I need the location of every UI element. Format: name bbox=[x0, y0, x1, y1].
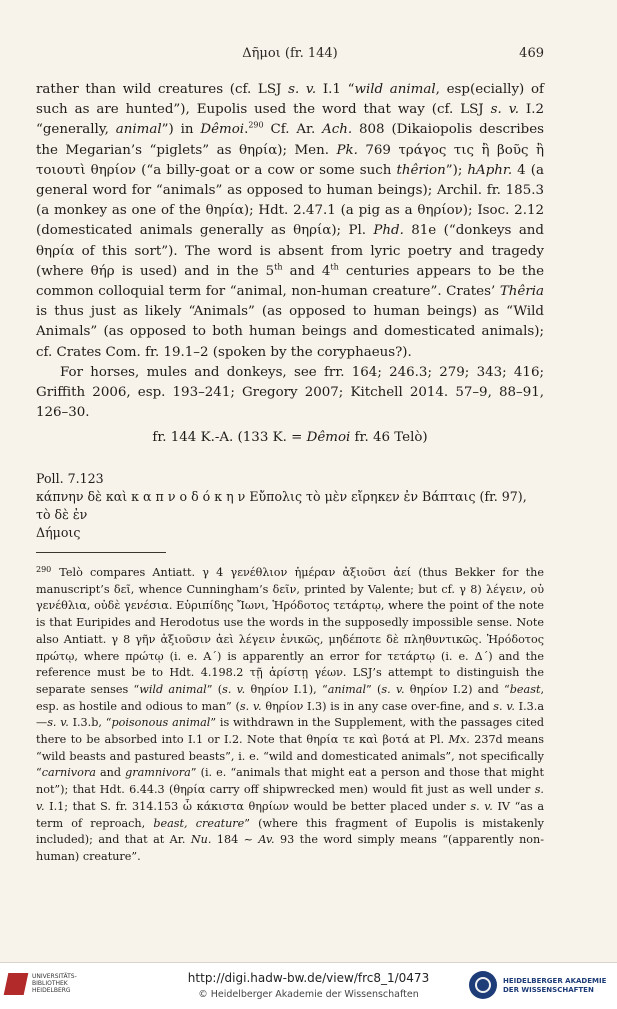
academy-logo[interactable] bbox=[469, 969, 609, 1003]
footnote-290: $^{290}$ Telò compares Antiatt. γ 4 γενέθλιον ἡμέραν ἀξιοῦσι ἀεί (thus Bekker for the manuscript’s δεῖ, whence Cunningham’s δεῖν, printed by Valente; but cf. γ 8) λέγειν, οὐ γενέθλια, οὐδὲ γενέσια. Εὐριπίδης Ἴωνι, Ἡρόδοτος τετάρτῳ, where the point of the note is that Euripides and Herodotus use the words in the supposedly impossible sense. Note also Antiatt. γ 8 γῆν ἀξιοῦσιν ἀεὶ λέγειν ἑνικῶς, μηδέποτε δὲ πληθυντικῶς. Ἡρόδοτος πρώτῳ, where πρώτῳ (i. e. Α΄) is apparently an error for τετάρτῳ (i. e. Δ΄) and the reference must be to Hdt. 4.198.2 τῇ ἀρίστῃ γέων. LSJ’s attempt to distinguish the separate senses “wild animal” (s. v. θηρίον I.1), “animal” (s. v. θηρίον I.2) and “beast, esp. as hostile and odious to man” (s. v. θηρίον I.3) is in any case over-fine, and s. v. I.3.a—s. v. I.3.b, “poisonous animal” is withdrawn in the Supplement, with the passages cited there to be absorbed into I.1 or I.2. Note that θηρία τε καὶ βοτά at Pl. Mx. 237d means “wild beasts and pastured beasts”, i. e. “wild and domesticated animals”, not specifically “carnivora and gramnivora” (i. e. “animals that might eat a person and those that might not”); that Hdt. 6.44.3 (θηρία carry off shipwrecked men) would fit just as well under s. v. I.1; that S. fr. 314.153 ὦ κάκιστα θηρίων would be better placed under s. v. IV “as a term of reproach, beast, creature” (where this fragment of Eupolis is mistakenly included); and that at Ar. Nu. 184 ~ Av. 93 the word simply means “(apparently non-human) creature”. bbox=[36, 565, 545, 863]
footnote-ref: 290 bbox=[248, 120, 264, 130]
library-logo-text: UNIVERSITÄTS- BIBLIOTHEK HEIDELBERG bbox=[32, 973, 77, 994]
page-number: 469 bbox=[519, 46, 544, 61]
fragment-heading: fr. 144 K.-A. (133 K. = Dêmoi fr. 46 Telò) bbox=[152, 430, 428, 445]
footnote-number: 290 bbox=[36, 565, 52, 574]
paragraph-1: rather than wild creatures (cf. LSJ s. v. I.1 “wild animal, esp(ecially) of such as are hunted”), Eupolis used the word that way (cf. LSJ s. v. I.2 “generally, animal”) in Dêmoi.$^{290}$ Cf. Ar. Ach. 808 (Dikaiopolis describes the Megarian’s “piglets” as θηρία); Men. Pk. 769 τράγος τις ἢ βοῦς ἢ τοιουτὶ θηρίον (“a billy-goat or a cow or some such thêrion”); hAphr. 4 (a general word for “animals” as opposed to human beings); Archil. fr. 185.3 (a monkey as one of the θηρία); Hdt. 2.47.1 (a pig as a θηρίον); Isoc. 2.12 (domesticated animals generally as θηρία); Pl. Phd. 81e (“donkeys and θηρία of this sort”). The word is absent from lyric poetry and tragedy (where θήρ is used) and in the 5th and 4th centuries appears to be the common colloquial term for “animal, non-human creature”. Crates’ Thêria is thus just as likely “Animals” (as opposed to human beings) as “Wild Animals” (as opposed to both human beings and domesticated animals); cf. Crates Com. fr. 19.1–2 (spoken by the coryphaeus?). bbox=[36, 82, 544, 360]
fragment-citation bbox=[36, 470, 544, 542]
citation-greek-line-1: κάπνην δὲ καὶ κ α π ν ο δ ό κ η ν Εὔπολις τὸ μὲν εἴρηκεν ἐν Βάπταις (fr. 97), τὸ δὲ ἐν bbox=[36, 489, 527, 522]
citation-source: Poll. 7.123 bbox=[36, 471, 104, 486]
footnote-divider bbox=[36, 552, 166, 553]
paragraph-2: For horses, mules and donkeys, see frr. 164; 246.3; 279; 343; 416; Griffith 2006, esp. 193–241; Gregory 2007; Kitchell 2014. 57–9, 88–91, 126–30. bbox=[36, 364, 544, 421]
citation-greek-line-2: Δήμοις bbox=[36, 525, 81, 540]
viewer-footer bbox=[0, 962, 617, 1009]
copyright: © Heidelberger Akademie der Wissenschaften bbox=[198, 989, 419, 1000]
academy-logo-text: HEIDELBERGER AKADEMIE DER WISSENSCHAFTEN bbox=[503, 977, 607, 994]
running-title: Δῆμοι (fr. 144) bbox=[242, 46, 338, 61]
academy-seal-icon bbox=[469, 971, 497, 999]
running-head bbox=[36, 46, 544, 62]
permalink[interactable]: http://digi.hadw-bw.de/view/frc8_1/0473 bbox=[187, 971, 430, 985]
commentary-text bbox=[36, 80, 544, 423]
